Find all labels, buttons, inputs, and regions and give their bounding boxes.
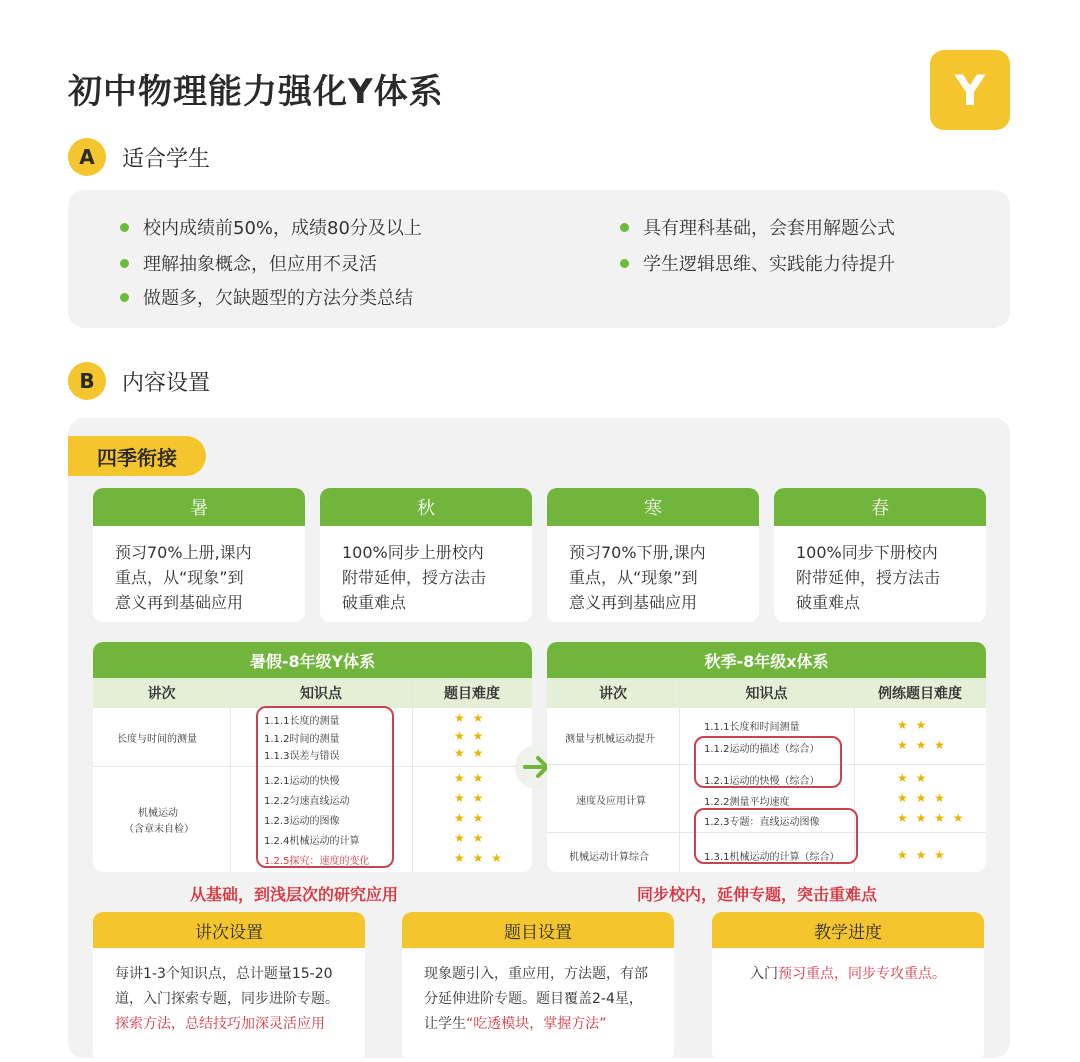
caption-right: 同步校内，延伸专题，突击重难点 (637, 885, 878, 904)
season-card-spring: 春 100%同步下册校内 附带延伸，授方法击 破重难点 (774, 488, 986, 622)
bullet-dot-icon (120, 259, 129, 268)
knowledge-point: 1.2.4机械运动的计算 (264, 836, 360, 847)
knowledge-point: 1.2.3运动的图像 (264, 816, 340, 827)
knowledge-point: 1.1.1长度和时间测量 (704, 722, 800, 733)
table-title: 暑假-8年级Y体系 (93, 642, 532, 678)
section-a-badge: A (68, 138, 106, 176)
star-rating: ★ ★ (454, 811, 486, 825)
knowledge-point: 1.1.2运动的描述（综合） (704, 744, 820, 755)
season-name: 暑 (93, 488, 305, 526)
table-header-row: 讲次 知识点 题目难度 (93, 678, 532, 708)
teaching-progress-card: 教学进度 入门预习重点，同步专攻重点。 (712, 912, 984, 1062)
star-rating: ★ ★ (454, 831, 486, 845)
knowledge-point: 1.2.1运动的快慢（综合） (704, 776, 820, 787)
season-name: 秋 (320, 488, 532, 526)
knowledge-point: 1.2.2匀速直线运动 (264, 796, 350, 807)
season-card-autumn: 秋 100%同步上册校内 附带延伸，授方法击 破重难点 (320, 488, 532, 622)
section-b-header (68, 362, 210, 400)
bullet-item: 校内成绩前50%，成绩80分及以上 (120, 214, 422, 240)
season-card-summer: 暑 预习70%上册,课内 重点，从“现象”到 意义再到基础应用 (93, 488, 305, 622)
lecture-settings-card: 讲次设置 每讲1-3个知识点，总计题量15-20道，入门探索专题，同步进阶专题。探索方法，总结技巧加深灵活应用 (93, 912, 365, 1062)
card-title: 讲次设置 (93, 912, 365, 948)
star-rating: ★ ★ ★ (454, 851, 504, 865)
section-b-badge: B (68, 362, 106, 400)
question-settings-card: 题目设置 现象题引入，重应用，方法题，有部分延伸进阶专题。题目覆盖2-4星，让学生“吃透模块，掌握方法” (402, 912, 674, 1062)
table-divider (230, 678, 231, 872)
bullet-dot-icon (120, 223, 129, 232)
season-card-winter: 寒 预习70%下册,课内 重点，从“现象”到 意义再到基础应用 (547, 488, 759, 622)
season-name: 春 (774, 488, 986, 526)
bullet-dot-icon (620, 259, 629, 268)
card-title: 题目设置 (402, 912, 674, 948)
star-rating: ★ ★ ★ (897, 738, 947, 752)
bullet-item: 具有理科基础，会套用解题公式 (620, 214, 895, 240)
section-a-header (68, 138, 210, 176)
star-rating: ★ ★ (454, 711, 486, 725)
star-rating: ★ ★ (454, 746, 486, 760)
knowledge-point: 1.2.2测量平均速度 (704, 797, 790, 808)
card-title: 教学进度 (712, 912, 984, 948)
bullet-item: 理解抽象概念，但应用不灵活 (120, 250, 377, 276)
lesson-cell: 长度与时间的测量 (117, 734, 197, 745)
lesson-cell: 机械运动计算综合 (569, 852, 649, 863)
four-seasons-tag: 四季衔接 (68, 436, 206, 476)
page-title: 初中物理能力强化Y体系 (68, 72, 444, 112)
knowledge-point: 1.1.2时间的测量 (264, 734, 340, 745)
table-header-row: 讲次 知识点 例练题目难度 (547, 678, 986, 708)
season-name: 寒 (547, 488, 759, 526)
caption-left: 从基础，到浅层次的研究应用 (190, 885, 399, 904)
knowledge-point: 1.1.1长度的测量 (264, 716, 340, 727)
lesson-cell: （含章末自检） (124, 824, 194, 835)
table-divider (412, 678, 413, 872)
highlight-box (694, 736, 842, 788)
star-rating: ★ ★ (897, 718, 929, 732)
star-rating: ★ ★ (454, 771, 486, 785)
lesson-cell: 速度及应用计算 (576, 796, 646, 807)
y-logo: Y (930, 50, 1010, 130)
star-rating: ★ ★ (897, 771, 929, 785)
section-b-title: 内容设置 (122, 370, 211, 396)
bullet-dot-icon (620, 223, 629, 232)
table-divider (679, 678, 680, 872)
knowledge-point: 1.3.1机械运动的计算（综合） (704, 852, 840, 863)
bullet-dot-icon (120, 293, 129, 302)
star-rating: ★ ★ (454, 729, 486, 743)
table-title: 秋季-8年级x体系 (547, 642, 986, 678)
knowledge-point: 1.2.3专题：直线运动图像 (704, 817, 820, 828)
bullet-item: 做题多，欠缺题型的方法分类总结 (120, 284, 413, 310)
knowledge-point: 1.2.5探究：速度的变化 (264, 856, 370, 867)
lesson-cell: 机械运动 (138, 808, 178, 819)
section-a-title: 适合学生 (122, 146, 211, 172)
star-rating: ★ ★ ★ (897, 848, 947, 862)
star-rating: ★ ★ ★ (897, 791, 947, 805)
lesson-cell: 测量与机械运动提升 (565, 734, 655, 745)
knowledge-point: 1.2.1运动的快慢 (264, 776, 340, 787)
star-rating: ★ ★ (454, 791, 486, 805)
bullet-item: 学生逻辑思维、实践能力待提升 (620, 250, 895, 276)
highlight-box (694, 808, 858, 864)
star-rating: ★ ★ ★ ★ (897, 811, 966, 825)
knowledge-point: 1.1.3误差与错误 (264, 751, 340, 762)
highlight-box (256, 706, 394, 868)
